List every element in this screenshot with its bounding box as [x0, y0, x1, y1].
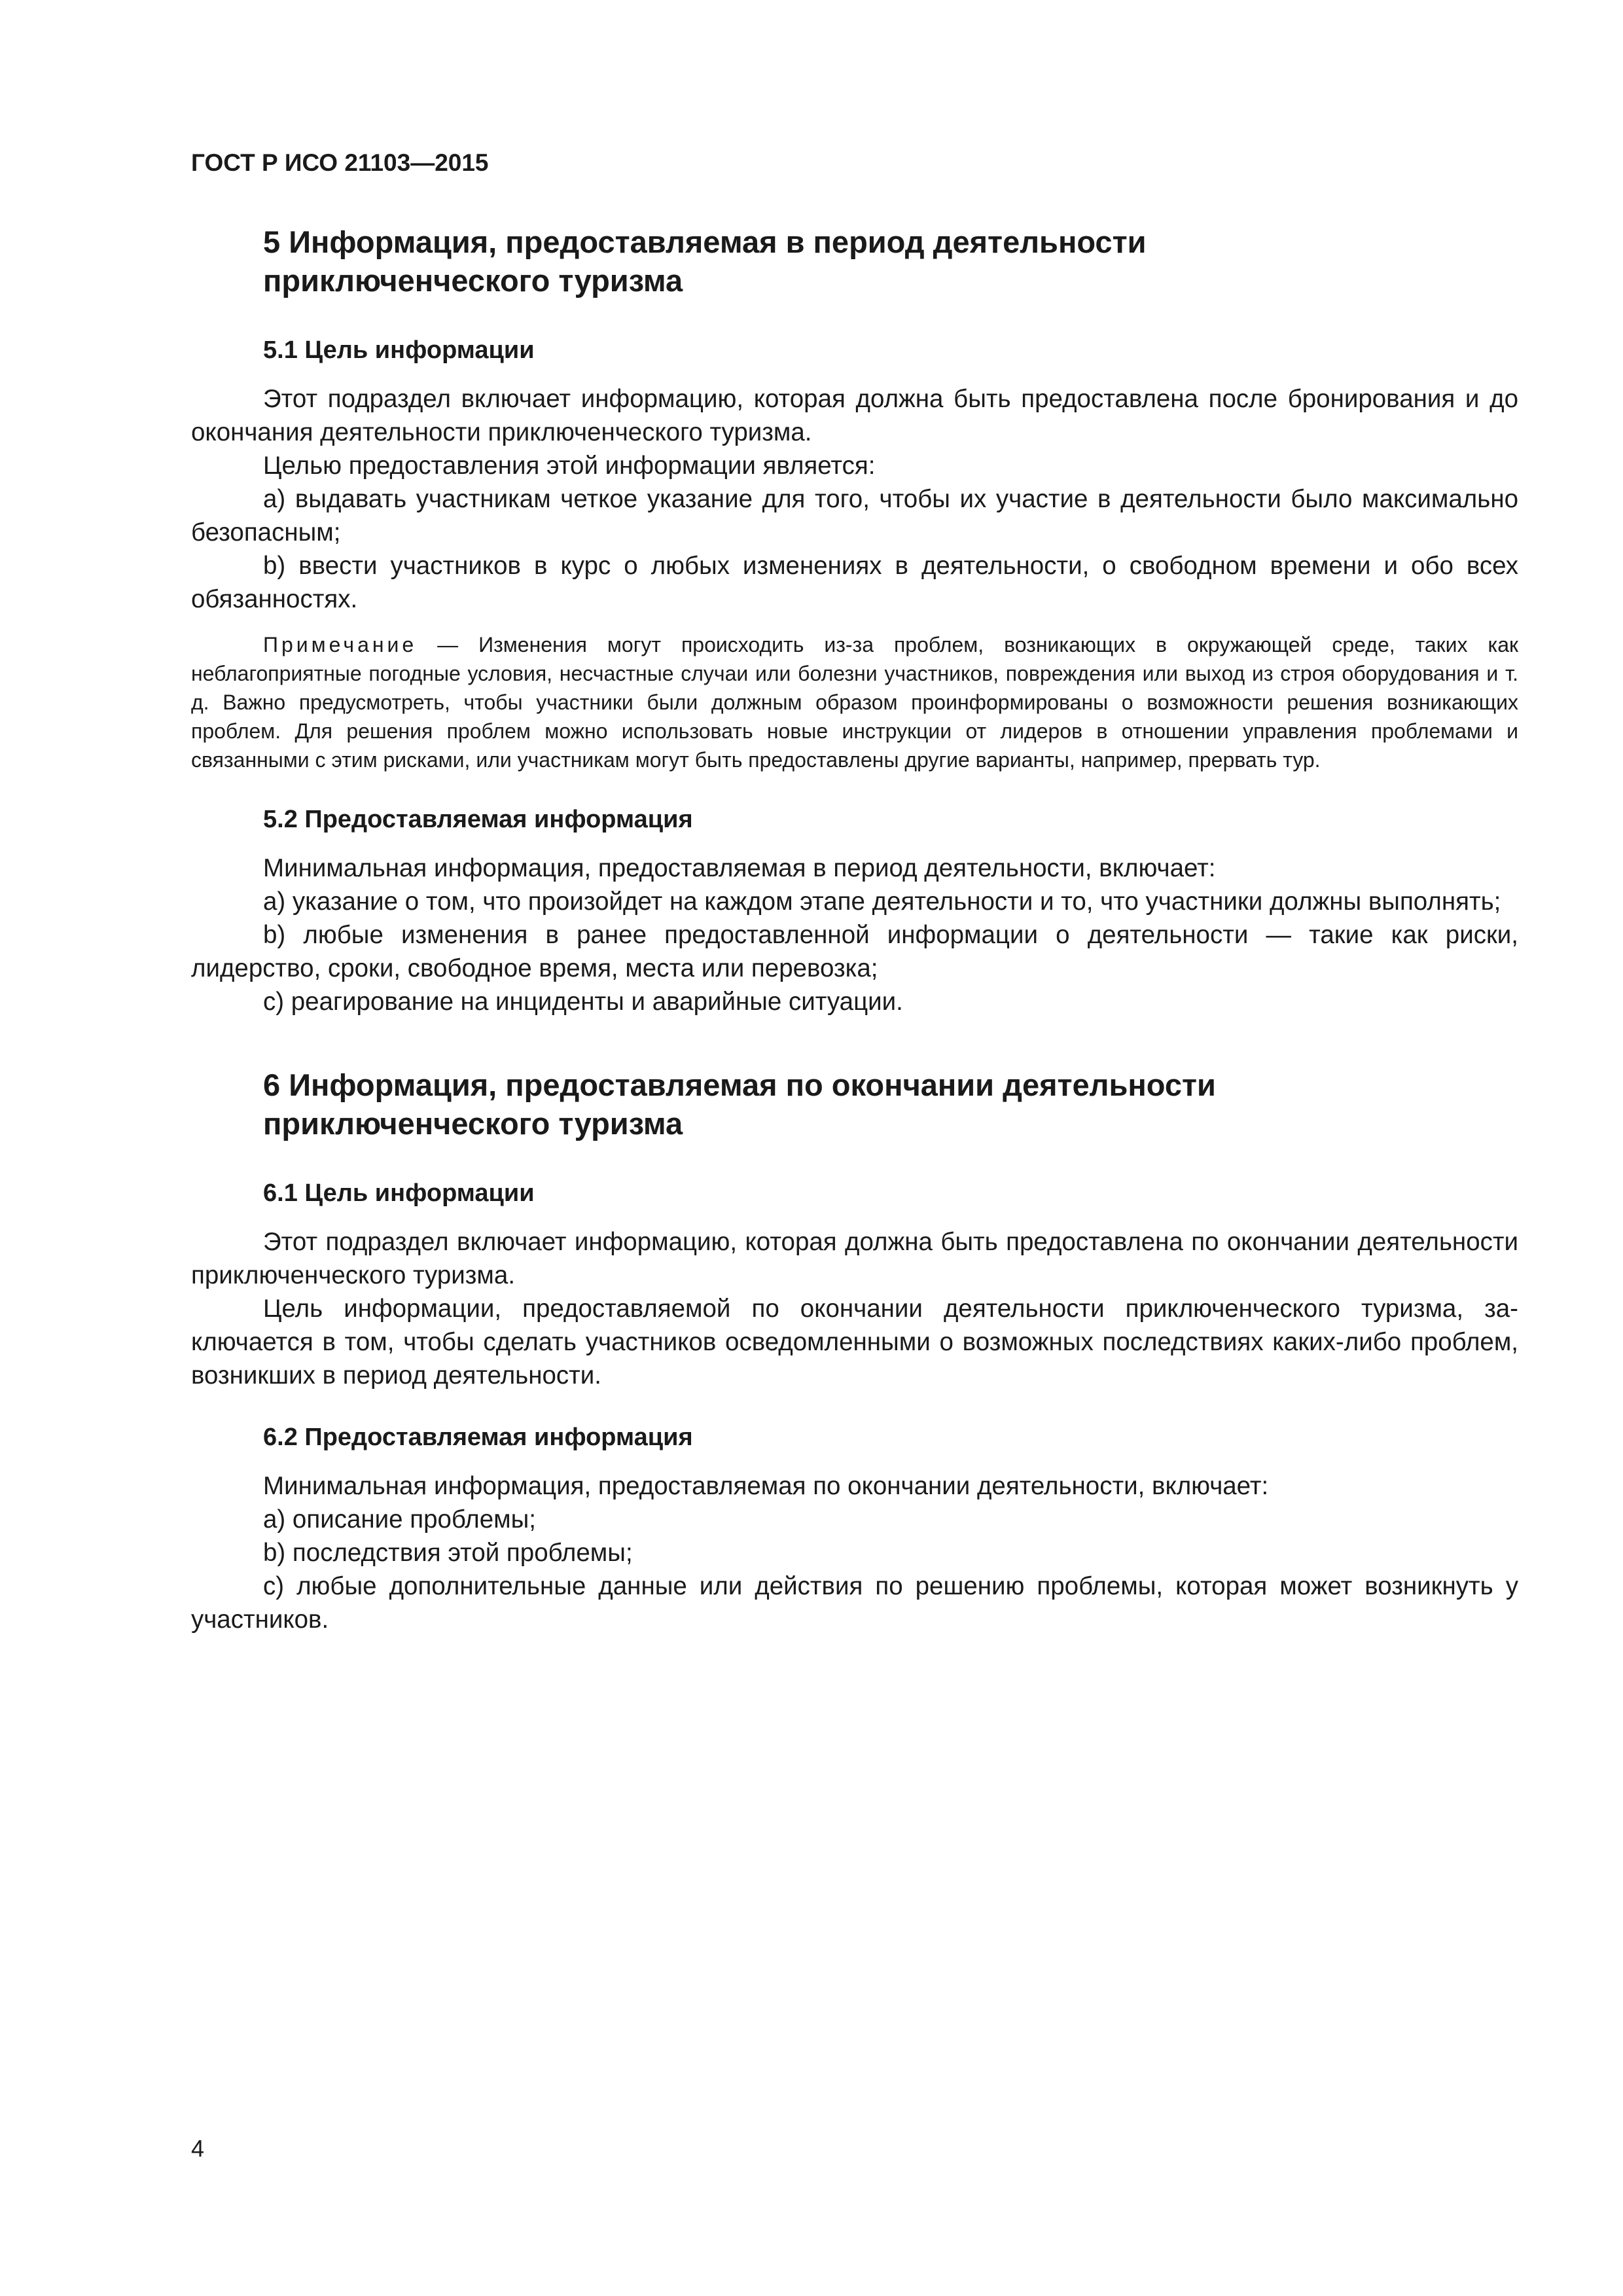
list-item-5-1-a: а) выдавать участникам четкое указание для того, чтобы их участие в деятельности было максимально безопасным; [191, 485, 1518, 547]
paragraph-5-1-purpose: Целью предоставления этой информации является: [263, 452, 876, 480]
subsection-5-2-heading: 5.2 Предоставляемая информация [263, 806, 693, 833]
note-text: — Изменения могут происходить из-за проблем, возникающих в окружающей среде, таких как неблагоприятные погодные условия, несчастные случаи или болезни участников, повреждения или выход из строя оборудования и т. д. Важно предусмотреть, чтобы участники были должным образом проинформированы о возможности решения возникающих проблем. Для решения проблем можно использовать новые инструкции от лидеров в отношении управления проблемами и связанными с этим рисками, или участникам могут быть предоставлены другие варианты, например, прервать тур. [191, 633, 1518, 772]
note-label: Примечание [263, 633, 418, 656]
list-item-6-2-b: b) последствия этой проблемы; [263, 1539, 633, 1567]
subsection-5-1-heading: 5.1 Цель информации [263, 336, 535, 364]
section-5-title-line2: приключенческого туризма [263, 263, 683, 298]
section-6-title-line2: приключенческого туризма [263, 1106, 683, 1141]
list-item-5-2-a: а) указание о том, что произойдет на каждом этапе деятельности и то, что участники должны выполнять; [263, 888, 1501, 916]
page-number: 4 [191, 2135, 205, 2162]
section-5-title-line1: 5 Информация, предоставляемая в период деятельности [263, 224, 1147, 259]
page-content [191, 223, 1518, 1636]
paragraph-6-1-intro: Этот подраздел включает информацию, которая должна быть предоставлена по окончании деятельности приключенческого туризма. [191, 1228, 1518, 1289]
list-item-5-1-b: b) ввести участников в курс о любых изменениях в деятельности, о свободном времени и обо всех обязанностях. [191, 552, 1518, 613]
list-item-6-2-c: c) любые дополнительные данные или действия по решению проблемы, которая может возникнуть у участников. [191, 1572, 1518, 1634]
paragraph-5-1-intro: Этот подраздел включает информацию, которая должна быть предоставлена после бронирования и до окончания деятельности приключенческого туризма. [191, 385, 1518, 446]
paragraph-6-2-intro: Минимальная информация, предоставляемая по окончании деятельности, включает: [263, 1472, 1269, 1500]
paragraph-6-1-purpose: Цель информации, предоставляемой по окончании деятельности приключенческого туризма, заключается в том, чтобы сделать участников осведомленными о возможных последствиях каких-либо проблем, возникших в период деятельности. [191, 1295, 1518, 1390]
list-item-5-2-c: c) реагирование на инциденты и аварийные ситуации. [263, 988, 903, 1016]
list-item-5-2-b: b) любые изменения в ранее предоставленной информации о деятельности — такие как риски, лидерство, сроки, свободное время, места или перевозка; [191, 921, 1518, 982]
note-5-1 [191, 630, 1518, 774]
subsection-6-1-heading: 6.1 Цель информации [263, 1179, 535, 1207]
section-6-title-line1: 6 Информация, предоставляемая по окончании деятельности [263, 1067, 1216, 1102]
paragraph-5-2-intro: Минимальная информация, предоставляемая в период деятельности, включает: [263, 854, 1216, 882]
list-item-6-2-a: а) описание проблемы; [263, 1505, 536, 1534]
subsection-6-2-heading: 6.2 Предоставляемая информация [263, 1424, 693, 1451]
section-6-title [191, 1066, 1518, 1143]
document-code-header: ГОСТ Р ИСО 21103—2015 [191, 149, 489, 176]
section-5-title [191, 223, 1518, 300]
